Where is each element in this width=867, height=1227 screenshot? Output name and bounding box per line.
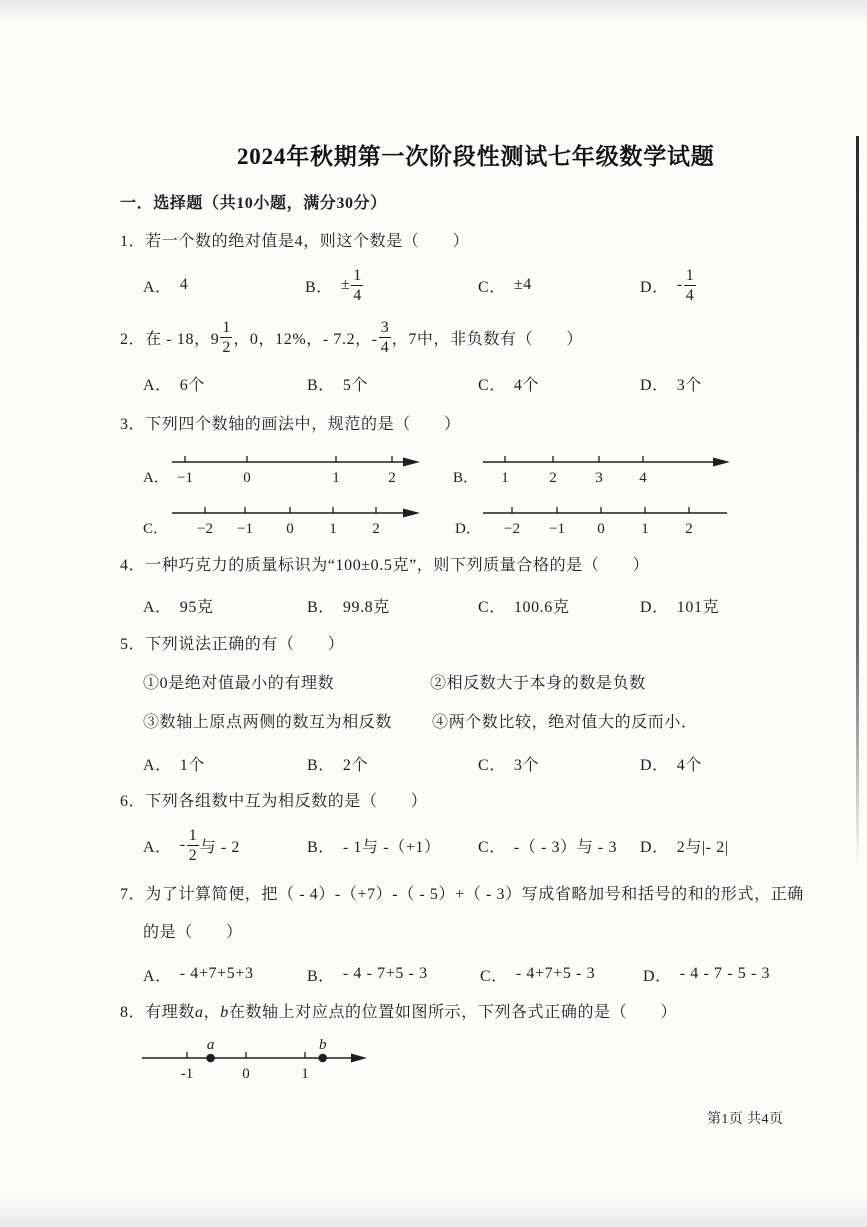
fraction (379, 319, 391, 356)
q5-statement-3: ③数轴上原点两侧的数互为相反数 (143, 714, 393, 731)
option-label: A． (143, 278, 172, 296)
q2-stem (120, 317, 583, 357)
fraction (351, 267, 363, 304)
q5-statement-1: ①0是绝对值最小的有理数 (143, 675, 335, 692)
option-text: 3个 (513, 756, 540, 774)
stem-text: ，0，12%，- 7.2，- (233, 330, 378, 348)
tick-label: 2 (685, 521, 693, 537)
tick-label: 4 (639, 470, 647, 486)
q1-option-c (478, 265, 532, 305)
q6-stem: 6．下列各组数中互为相反数的是（ ） (120, 793, 428, 810)
option-text: - (676, 276, 683, 293)
option-label: A． (143, 838, 172, 856)
q1-option-b (305, 265, 364, 305)
option-text: 4个 (513, 376, 540, 394)
q5-option-c (478, 743, 539, 783)
option-text: - 4 - 7+5 - 3 (342, 965, 428, 982)
option-text: - 4+7+5 - 3 (515, 965, 596, 982)
q4-option-a (143, 585, 214, 625)
q7-option-b (307, 954, 428, 994)
variable-a: a (195, 1004, 204, 1021)
q3-axis-b (453, 456, 730, 486)
tick-label: -1 (180, 1066, 194, 1082)
option-label: B． (307, 598, 335, 616)
q6-option-d (640, 825, 729, 865)
option-text: - 4+7+5+3 (179, 965, 254, 982)
option-label: B． (307, 376, 335, 394)
q8-stem (120, 1003, 677, 1023)
numerator: 3 (380, 318, 389, 336)
option-label: B． (307, 838, 335, 856)
numerator: 1 (222, 318, 231, 336)
q4-option-d (640, 585, 719, 625)
option-label: C． (480, 967, 508, 985)
option-label: C． (478, 838, 506, 856)
option-label: D． (455, 521, 481, 537)
option-text: 4个 (676, 756, 702, 774)
option-label: B． (307, 967, 335, 985)
page-title: 2024年秋期第一次阶段性测试七年级数学试题 (237, 144, 715, 169)
q6-option-b (307, 825, 441, 865)
numerator: 1 (353, 266, 362, 284)
option-text: ± (340, 276, 351, 293)
stem-text: ， (203, 1004, 221, 1021)
option-label: D． (640, 838, 669, 856)
option-text: 95克 (179, 598, 214, 616)
option-label: A． (143, 756, 172, 774)
option-label: D． (640, 756, 669, 774)
option-text-suffix: 与 - 2 (199, 838, 241, 856)
option-text: 4 (179, 276, 189, 293)
option-text: 3个 (676, 376, 702, 394)
option-text: -（ - 3）与 - 3 (513, 838, 618, 856)
q6-option-a (143, 825, 240, 865)
tick-label: 2 (549, 470, 557, 486)
q2-option-b (307, 363, 368, 403)
numerator: 1 (685, 266, 694, 284)
stem-text: 8．有理数 (120, 1004, 196, 1021)
stem-text: ，7中，非负数有（ ） (391, 330, 583, 348)
option-text: 99.8克 (342, 598, 390, 616)
q3-number-lines (0, 440, 867, 550)
option-label: C． (478, 376, 506, 394)
q1-option-a (143, 265, 188, 305)
tick-label: 1 (301, 1066, 309, 1082)
tick-label: 2 (388, 470, 396, 486)
q2-option-d (640, 363, 702, 403)
option-label: A． (143, 470, 169, 486)
option-text: 2与|- 2| (676, 838, 729, 856)
point-a (206, 1054, 215, 1063)
option-label: B． (305, 278, 333, 296)
scan-edge-bottom (0, 1195, 867, 1227)
option-text: 5个 (342, 376, 369, 394)
q2-option-c (478, 363, 539, 403)
denominator: 2 (222, 338, 231, 356)
scan-edge-top (0, 0, 867, 22)
q4-option-c (478, 585, 569, 625)
fraction (220, 319, 232, 356)
option-text: ±4 (513, 276, 532, 293)
q7-stem-line2: 的是（ ） (143, 924, 243, 941)
point-b (318, 1054, 327, 1063)
tick-label: 1 (501, 470, 509, 486)
option-text: - 4 - 7 - 5 - 3 (679, 965, 771, 982)
option-text: 101克 (676, 598, 720, 616)
page-footer: 第1页 共4页 (707, 1112, 784, 1127)
q7-stem-line1: 7．为了计算简便，把（ - 4）-（+7）-（ - 5）+（ - 3）写成省略加号和括号的和的形式，正确 (120, 886, 804, 903)
q4-stem: 4．一种巧克力的质量标识为“100±0.5克”，则下列质量合格的是（ ） (120, 557, 650, 574)
fraction (187, 827, 199, 864)
q3-axis-d (455, 507, 727, 537)
q7-option-a (143, 954, 254, 994)
denominator: 4 (353, 286, 362, 304)
stem-text: 2．在 - 18，9 (120, 330, 220, 348)
axis-arrowhead (403, 509, 420, 518)
option-label: D． (643, 967, 672, 985)
option-label: C． (143, 521, 169, 537)
option-label: D． (640, 598, 669, 616)
denominator: 2 (188, 846, 197, 864)
q7-option-c (480, 954, 595, 994)
axis-arrowhead (713, 458, 730, 467)
q5-option-b (307, 743, 368, 783)
option-text: 100.6克 (513, 598, 570, 616)
option-text: 1个 (179, 756, 205, 774)
q3-stem: 3．下列四个数轴的画法中，规范的是（ ） (120, 416, 461, 433)
q2-option-a (143, 363, 205, 403)
axis-arrowhead (351, 1054, 367, 1063)
option-label: A． (143, 967, 172, 985)
axis-arrowhead (403, 458, 420, 467)
tick-label: −1 (549, 521, 565, 537)
tick-label: −2 (504, 521, 520, 537)
option-text: 6个 (179, 376, 205, 394)
q1-stem: 1．若一个数的绝对值是4，则这个数是（ ） (120, 233, 470, 250)
q6-option-c (478, 825, 617, 865)
tick-label: 1 (641, 521, 649, 537)
tick-label: 1 (329, 521, 337, 537)
option-label: C． (478, 598, 506, 616)
variable-b: b (220, 1004, 229, 1021)
q3-axis-c (143, 507, 420, 537)
q5-statement-2: ②相反数大于本身的数是负数 (430, 675, 646, 692)
q8-number-line (0, 1030, 867, 1086)
option-text: 2个 (342, 756, 369, 774)
section-heading: 一．选择题（共10小题，满分30分） (120, 195, 387, 212)
q5-statement-4: ④两个数比较，绝对值大的反而小． (432, 714, 698, 731)
numerator: 1 (188, 826, 197, 844)
q1-option-d (640, 265, 697, 305)
q5-option-d (640, 743, 702, 783)
option-label: B． (453, 470, 479, 486)
point-b-label: b (318, 1037, 327, 1053)
tick-label: 0 (286, 521, 294, 537)
q7-option-d (643, 954, 770, 994)
option-label: A． (143, 598, 172, 616)
q4-option-b (307, 585, 390, 625)
q3-axis-a (143, 456, 420, 486)
denominator: 4 (380, 338, 389, 356)
tick-label: 0 (242, 1066, 250, 1082)
tick-label: 0 (597, 521, 605, 537)
option-label: A． (143, 376, 172, 394)
option-label: D． (640, 376, 669, 394)
q5-option-a (143, 743, 205, 783)
option-label: B． (307, 756, 335, 774)
fraction (684, 267, 696, 304)
q5-stem: 5．下列说法正确的有（ ） (120, 636, 345, 653)
stem-text: 在数轴上对应点的位置如图所示，下列各式正确的是（ ） (228, 1004, 678, 1021)
option-label: C． (478, 278, 506, 296)
option-text: - (179, 836, 186, 853)
tick-label: −2 (197, 521, 213, 537)
option-text: - 1与 -（+1） (342, 838, 441, 856)
tick-label: −1 (177, 470, 193, 486)
denominator: 4 (685, 286, 694, 304)
tick-label: −1 (237, 521, 253, 537)
option-label: C． (478, 756, 506, 774)
tick-label: 1 (332, 470, 340, 486)
option-label: D． (640, 278, 669, 296)
point-a-label: a (206, 1037, 215, 1053)
tick-label: 3 (595, 470, 603, 486)
tick-label: 0 (243, 470, 251, 486)
tick-label: 2 (372, 521, 380, 537)
